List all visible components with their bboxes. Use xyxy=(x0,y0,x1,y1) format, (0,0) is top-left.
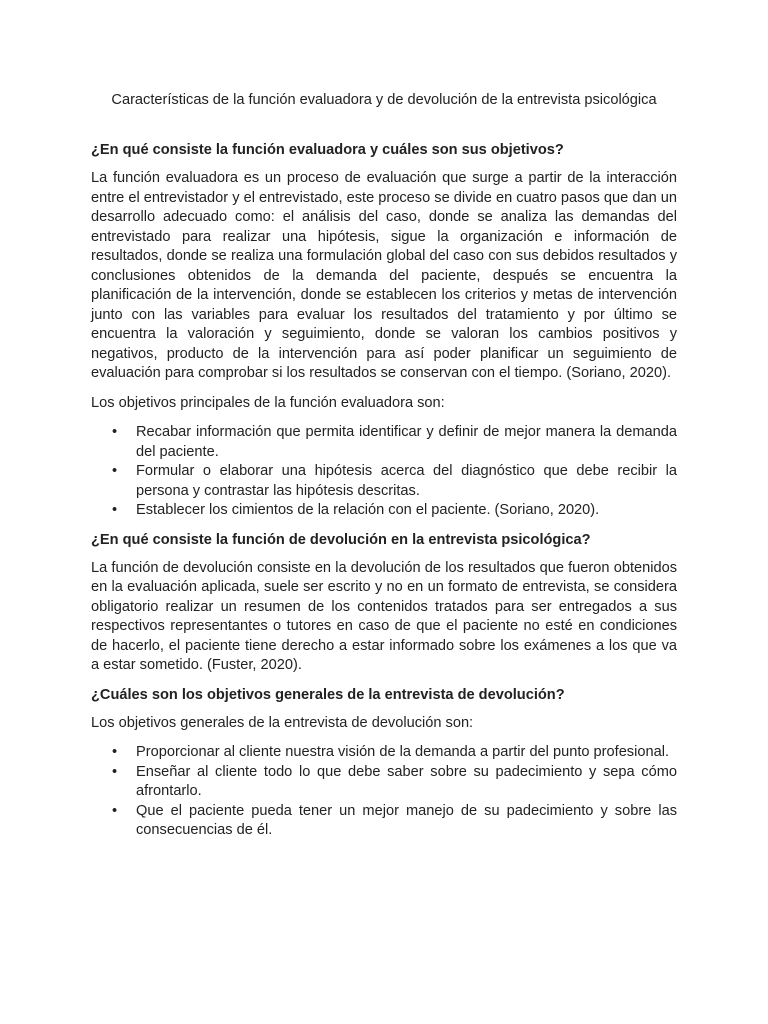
list-item: • Recabar información que permita identificar y definir de mejor manera la demanda del paciente. xyxy=(91,423,677,462)
paragraph-evaluadora-objectives-intro: Los objetivos principales de la función evaluadora son: xyxy=(91,394,445,411)
list-item: • Proporcionar al cliente nuestra visión de la demanda a partir del punto profesional. xyxy=(91,743,677,763)
paragraph-devolucion-objectives-intro: Los objetivos generales de la entrevista de devolución son: xyxy=(91,714,474,731)
bullet-list-evaluadora-objectives xyxy=(91,423,677,521)
document-title: Características de la función evaluadora y de devolución de la entrevista psicológica xyxy=(111,92,657,108)
bullet-list-devolucion-objectives xyxy=(91,743,677,841)
paragraph-evaluadora-definition: La función evaluadora es un proceso de evaluación que surge a partir de la interacción entre el entrevistador y el entrevistado, este proceso se divide en cuatro pasos que dan un desarrollo adecuado como: el análisis del caso, donde se analiza las demandas del entrevistado para realizar una hipótesis, sigue la organización e información de resultados, donde se realiza una formulación global del caso con sus debidos resultados y conclusiones obtenidos de la demanda del paciente, después se encuentra la planificación de la intervención, donde se establecen los criterios y metas de intervención junto con las variables para evaluar los resultados del tratamiento y por último se encuentra la valoración y seguimiento, donde se valoran los cambios positivos y negativos, producto de la intervención para así poder planificar un seguimiento de evaluación para comprobar si los resultados se conservan con el tiempo. (Soriano, 2020). xyxy=(91,170,677,381)
section-heading-devolucion: ¿En qué consiste la función de devolución en la entrevista psicológica? xyxy=(91,531,591,548)
list-item: • Enseñar al cliente todo lo que debe saber sobre su padecimiento y sepa cómo afrontarlo. xyxy=(91,763,677,802)
list-item: • Formular o elaborar una hipótesis acerca del diagnóstico que debe recibir la persona y contrastar las hipótesis descritas. xyxy=(91,462,677,501)
list-item: • Establecer los cimientos de la relación con el paciente. (Soriano, 2020). xyxy=(91,501,677,521)
list-item: • Que el paciente pueda tener un mejor manejo de su padecimiento y sobre las consecuencias de él. xyxy=(91,802,677,841)
paragraph-devolucion-definition: La función de devolución consiste en la devolución de los resultados que fueron obtenidos en la evaluación aplicada, suele ser escrito y no en un formato de entrevista, se considera obligatorio realizar un resumen de los contenidos tratados para ser entregados a sus respectivos representantes o tutores en caso de que el paciente no esté en condiciones de hacerlo, el paciente tiene derecho a estar informado sobre los exámenes a los que va a estar sometido. (Fuster, 2020). xyxy=(91,559,677,673)
section-heading-evaluadora: ¿En qué consiste la función evaluadora y cuáles son sus objetivos? xyxy=(91,142,564,158)
section-heading-objetivos-devolucion: ¿Cuáles son los objetivos generales de la entrevista de devolución? xyxy=(91,686,565,703)
